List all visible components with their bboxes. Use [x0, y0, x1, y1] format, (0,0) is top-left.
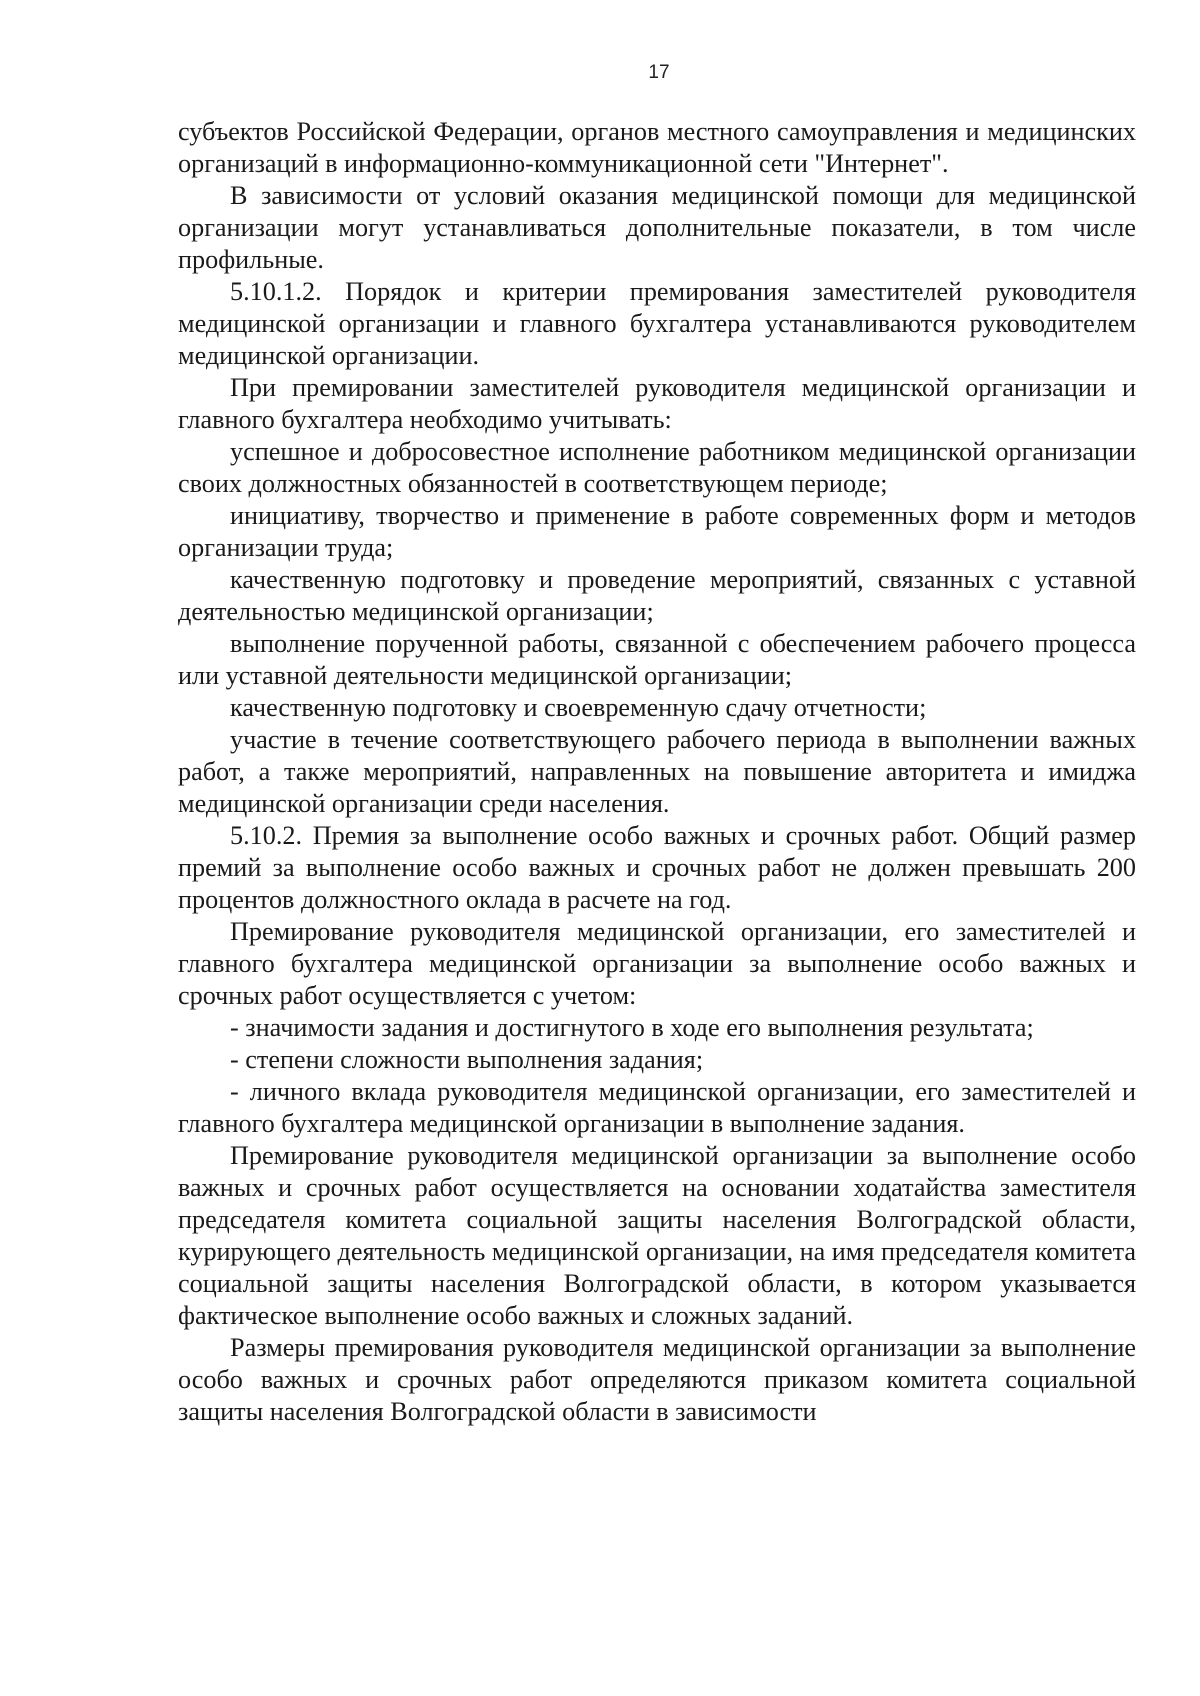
paragraph: В зависимости от условий оказания медицинской помощи для медицинской организации могут устанавливаться дополнительные показатели, в том числе профильные. — [178, 181, 1136, 274]
list-item: - степени сложности выполнения задания; — [230, 1045, 704, 1074]
paragraph-section-5-10-1-2: 5.10.1.2. Порядок и критерии премирования заместителей руководителя медицинской организации и главного бухгалтера устанавливаются руководителем медицинской организации. — [178, 277, 1136, 370]
list-item: успешное и добросовестное исполнение работником медицинской организации своих должностных обязанностей в соответствующем периоде; — [178, 437, 1136, 498]
document-body — [178, 116, 1136, 1428]
paragraph-continuation: субъектов Российской Федерации, органов местного самоуправления и медицинских организаций в информационно-коммуникационной сети "Интернет". — [178, 117, 1136, 178]
paragraph-section-5-10-2: 5.10.2. Премия за выполнение особо важных и срочных работ. Общий размер премий за выполнение особо важных и срочных работ не должен превышать 200 процентов должностного оклада в расчете на год. — [178, 821, 1136, 914]
page-number: 17 — [648, 62, 670, 83]
list-item: - значимости задания и достигнутого в ходе его выполнения результата; — [230, 1013, 1034, 1042]
list-item: качественную подготовку и проведение мероприятий, связанных с уставной деятельностью медицинской организации; — [178, 565, 1136, 626]
list-item: инициативу, творчество и применение в работе современных форм и методов организации труда; — [178, 501, 1136, 562]
paragraph: Размеры премирования руководителя медицинской организации за выполнение особо важных и срочных работ определяются приказом комитета социальной защиты населения Волгоградской области в зависимости — [178, 1333, 1136, 1426]
paragraph: Премирование руководителя медицинской организации, его заместителей и главного бухгалтера медицинской организации за выполнение особо важных и срочных работ осуществляется с учетом: — [178, 917, 1136, 1010]
paragraph: При премировании заместителей руководителя медицинской организации и главного бухгалтера необходимо учитывать: — [178, 373, 1136, 434]
list-item: качественную подготовку и своевременную сдачу отчетности; — [230, 693, 927, 722]
paragraph: Премирование руководителя медицинской организации за выполнение особо важных и срочных работ осуществляется на основании ходатайства заместителя председателя комитета социальной защиты населения Волгоградской области, курирующего деятельность медицинской организации, на имя председателя комитета социальной защиты населения Волгоградской области, в котором указывается фактическое выполнение особо важных и сложных заданий. — [178, 1141, 1136, 1330]
list-item: - личного вклада руководителя медицинской организации, его заместителей и главного бухгалтера медицинской организации в выполнение задания. — [178, 1077, 1136, 1138]
list-item: выполнение порученной работы, связанной с обеспечением рабочего процесса или уставной деятельности медицинской организации; — [178, 629, 1136, 690]
list-item: участие в течение соответствующего рабочего периода в выполнении важных работ, а также мероприятий, направленных на повышение авторитета и имиджа медицинской организации среди населения. — [178, 725, 1136, 818]
